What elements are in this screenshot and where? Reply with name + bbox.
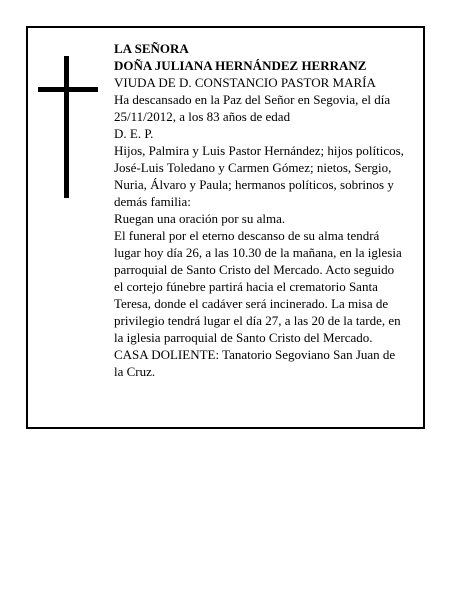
notice-line-family-3: Nuria, Álvaro y Paula; hermanos políticos, sobrinos y (114, 177, 394, 192)
notice-line-funeral-5: Teresa, donde el cadáver será incinerado. La misa de (114, 296, 389, 311)
notice-line-funeral-3: parroquial de Santo Cristo del Mercado. Acto seguido (114, 262, 395, 277)
cross-vertical-bar (64, 56, 69, 198)
cross-horizontal-bar (38, 87, 98, 92)
notice-line-funeral-7: la iglesia parroquial de Santo Cristo del Mercado. (114, 330, 373, 345)
notice-line-prayer: Ruegan una oración por su alma. (114, 211, 286, 226)
notice-line-dep: D. E. P. (114, 126, 154, 141)
deceased-name: DOÑA JULIANA HERNÁNDEZ HERRANZ (114, 58, 367, 73)
cross-icon (38, 56, 100, 198)
notice-line-date-age: 25/11/2012, a los 83 años de edad (114, 109, 291, 124)
notice-line-family-4: demás familia: (114, 194, 191, 209)
notice-line-funeral-6: privilegio tendrá lugar el día 27, a las 20 de la tarde, en (114, 313, 401, 328)
notice-text (114, 40, 420, 380)
obituary-notice (26, 26, 425, 429)
notice-line-funeral-2: lugar hoy día 26, a las 10.30 de la mañana, en la iglesia (114, 245, 402, 260)
notice-line-house-2: la Cruz. (114, 364, 156, 379)
notice-line-funeral-1: El funeral por el eterno descanso de su alma tendrá (114, 228, 380, 243)
notice-line-house-1: CASA DOLIENTE: Tanatorio Segoviano San Juan de (114, 347, 396, 362)
notice-line-funeral-4: el cortejo fúnebre partirá hacia el crematorio Santa (114, 279, 378, 294)
notice-line-family-2: José-Luis Toledano y Carmen Gómez; nietos, Sergio, (114, 160, 392, 175)
notice-line-death: Ha descansado en la Paz del Señor en Segovia, el día (114, 92, 391, 107)
notice-title: LA SEÑORA (114, 41, 189, 56)
notice-line-family-1: Hijos, Palmira y Luis Pastor Hernández; hijos políticos, (114, 143, 404, 158)
notice-line-widow: VIUDA DE D. CONSTANCIO PASTOR MARÍA (114, 75, 376, 90)
